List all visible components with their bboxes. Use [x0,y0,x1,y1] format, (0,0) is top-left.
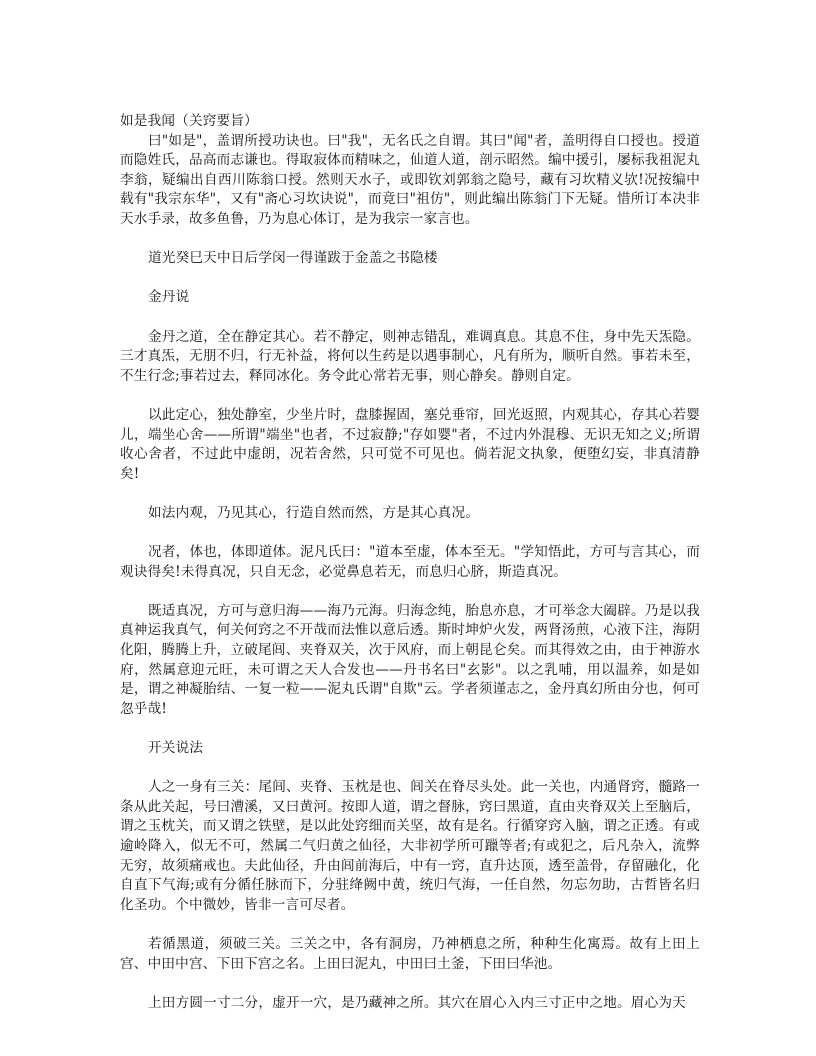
paragraph: 况者，体也，体即道体。泥凡氏曰："道本至虚，体本至无。"学知悟此，方可与言其心，而观诀得矣!未得真况，只自无念，必觉鼻息若无，而息归心脐，斯造真况。 [120,544,700,580]
document-page [120,112,700,1013]
paragraph: 金丹之道，全在静定其心。若不静定，则神志错乱，难调真息。其息不住，身中先天炁隐。三才真炁，无朋不归，行无补益，将何以生药是以遇事制心，凡有所为，顺听自然。事若未至，不生行念;事若过去，释同冰化。务令此心常若无事，则心静矣。静则自定。 [120,328,700,384]
colophon: 道光癸巳天中日后学闵一得谨跋于金盖之书隐楼 [148,250,438,267]
paragraph: 以此定心，独处静室，少坐片时，盘膝握固，塞兑垂帘，回光返照，内观其心，存其心若婴儿，端坐心舍——所谓"端坐"也者，不过寂静;"存如婴"者，不过内外混穆、无识无知之义;所谓收心舍者，不过此中虚朗，况若舍然，只可觉不可见也。倘若泥文执象，便堕幻妄，非真清静矣! [120,406,700,482]
section-heading-jindan: 金丹说 [148,289,190,306]
paragraph: 既适真况，方可与意归海——海乃元海。归海念纯，胎息亦息，才可举念大阖辟。乃是以我真神运我真气，何关何窍之不开哉而法惟以意后透。斯时坤炉火发，两肾汤煎，心液下注，海阴化阳，腾腾上升，立破尾闾、夹脊双关，次于风府，而上朝昆仑矣。而其得效之由，由于神游水府，然属意迎元旺，未可谓之天人合发也——丹书名曰"玄影"。以之乳哺，用以温养，如是如是，谓之神凝胎结、一复一粒——泥丸氏谓"自欺"云。学者须谨志之，金丹真幻所由分也，何可忽乎哉! [120,602,700,717]
paragraph: 若循黑道，须破三关。三关之中，各有洞房，乃神栖息之所，种种生化寓焉。故有上田上宫、中田中宫、下田下宫之名。上田曰泥丸，中田曰土釜，下田曰华池。 [120,935,700,972]
paragraph: 人之一身有三关：尾闾、夹脊、玉枕是也、闾关在脊尽头处。此一关也，内通肾窍，髓路一条从此关起，号曰漕溪，又曰黄河。按即人道，谓之督脉，窍曰黑道，直由夹脊双关上至脑后，谓之玉枕关，而又谓之铁壁，是以此处窍细而关坚，故有是名。行循穿窍入脑，谓之正透。有或逾岭降入，似无不可，然属二气归黄之仙径，大非初学所可躐等者;有或犯之，后凡杂入，流弊无穷，故须痛戒也。夫此仙径，升由闾前海后，中有一窍，直升达顶，透至盖骨，存留融化，化自直下气海;或有分循任脉而下，分驻绛阙中黄，统归气海，一任自然，勿忘勿助，古哲皆名归化圣功。个中微妙，皆非一言可尽者。 [120,779,700,913]
paragraph: 上田方圆一寸二分，虚开一穴，是乃藏神之所。其穴在眉心入内三寸正中之地。眉心为天 [148,994,686,1011]
document-title: 如是我闻（关窍要旨） [120,113,258,129]
intro-paragraph: 曰"如是"，盖谓所授功诀也。曰"我"，无名氏之自谓。其曰"闻"者，盖明得自口授也。授道而隐姓氏，品高而志谦也。得取寂体而精味之，仙道人道，剖示昭然。编中援引，屡标我祖泥丸李翁，疑编出自西川陈翁口授。然则天水子，或即钦刘郭翁之隐号，藏有习坎精义欤!况按编中载有"我宗东华"，又有"斋心习坎诀说"，而竟曰"祖仿"，则此编出陈翁门下无疑。惜所订本决非天水手录，故多鱼鲁，乃为息心体订，是为我宗一家言也。 [120,132,700,227]
paragraph: 如法内观，乃见其心，行造自然而然，方是其心真况。 [148,504,480,521]
section-heading-kaiguan: 开关说法 [148,740,204,756]
